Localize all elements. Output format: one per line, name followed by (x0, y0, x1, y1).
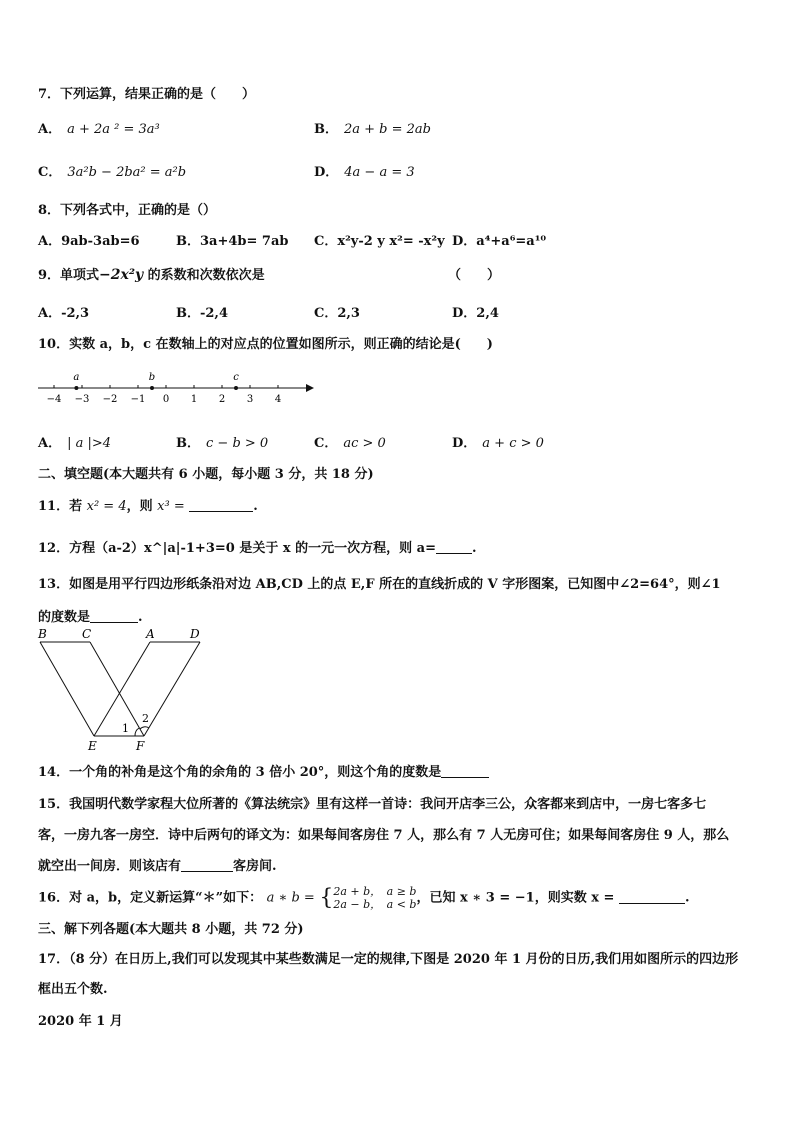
q9-option-a: A．-2,3 (38, 306, 90, 321)
section-2-heading: 二、填空题(本大题共有 6 小题，每小题 3 分，共 18 分) (38, 467, 374, 482)
q8-stem: 8．下列各式中，正确的是（） (38, 203, 217, 218)
tick-label: −4 (46, 394, 62, 405)
segment-df (144, 642, 200, 736)
q10-option-c: C． ac > 0 (314, 436, 386, 451)
q7-option-a: A． a + 2a ² = 3a³ (38, 122, 160, 137)
tick-label: 0 (162, 394, 170, 405)
q15-stem-line3: 就空出一间房．则该店有 客房间. (38, 859, 277, 874)
q9-stem: 9．单项式−2x²y 的系数和次数依次是 (38, 267, 265, 283)
number-line-figure (34, 368, 324, 408)
q13-stem-line1: 13．如图是用平行四边形纸条沿对边 AB,CD 上的点 E,F 所在的直线折成的 V 字形图案，已知图中∠2=64°，则∠1 (38, 577, 721, 592)
tick-label: −3 (74, 394, 90, 405)
q15-answer-blank[interactable] (181, 859, 233, 872)
q9-option-d: D．2,4 (452, 306, 499, 321)
point-label-b: b (148, 372, 156, 383)
q10-option-a: A． | a |>4 (38, 436, 112, 451)
label-angle-2: 2 (142, 712, 149, 725)
label-B: B (38, 627, 47, 641)
label-angle-1: 1 (122, 722, 129, 735)
point-label-a: a (73, 372, 80, 383)
q17-stem-line1: 17．（8 分）在日历上,我们可以发现其中某些数满足一定的规律,下图是 2020 年 1 月份的日历,我们用如图所示的四边形 (38, 952, 739, 967)
q10-option-d: D． a + c > 0 (452, 436, 544, 451)
q15-stem-line2: 客，一房九客一房空．诗中后两句的译文为：如果每间客房住 7 人，那么有 7 人无房可住；如果每间客房住 9 人，那么 (38, 828, 730, 843)
angle-2-arc (140, 727, 149, 729)
point-c (234, 386, 238, 390)
q11-answer-blank[interactable] (189, 499, 253, 512)
tick-label: 1 (190, 394, 198, 405)
q16-cases: 2a + b， a ≥ b 2a − b， a < b (333, 885, 417, 911)
point-a (74, 386, 78, 390)
q8-option-a: A．9ab-3ab=6 (38, 234, 140, 249)
q16-stem: 16．对 a，b，定义新运算“＊”如下： a ∗ b = {2a + b， a ≥ b 2a − b， a < b，已知 x ∗ 3 = −1，则实数 x = . (38, 885, 690, 911)
label-F: F (136, 739, 145, 753)
q7-stem: 7．下列运算，结果正确的是（ ） (38, 87, 256, 102)
q13-stem-line2: 的度数是 . (38, 610, 143, 625)
tick-label: −2 (102, 394, 118, 405)
q16-answer-blank[interactable] (619, 891, 685, 904)
tick-label: −1 (130, 394, 146, 405)
point-label-c: c (233, 372, 239, 383)
calendar-caption: 2020 年 1 月 (38, 1014, 123, 1029)
q12-stem: 12．方程（a-2）x^|a|-1+3=0 是关于 x 的一元一次方程，则 a= . (38, 541, 477, 556)
label-D: D (190, 627, 200, 641)
label-C: C (82, 627, 92, 641)
v-fold-figure (34, 624, 214, 754)
q9-option-c: C．2,3 (314, 306, 360, 321)
q11-stem: 11．若 x² = 4，则 x³ = . (38, 499, 258, 514)
q15-stem-line1: 15．我国明代数学家程大位所著的《算法统宗》里有这样一首诗：我问开店李三公，众客都来到店中，一房七客多七 (38, 797, 707, 812)
label-A: A (146, 627, 155, 641)
segment-be (40, 642, 94, 736)
angle-1-arc (135, 728, 139, 736)
section-3-heading: 三、解下列各题(本大题共 8 小题，共 72 分) (38, 922, 304, 937)
q8-option-c: C．x²y-2 y x²= -x²y (314, 234, 445, 249)
tick-label: 2 (218, 394, 226, 405)
tick-label: 3 (246, 394, 254, 405)
q9-option-b: B．-2,4 (176, 306, 229, 321)
point-b (150, 386, 154, 390)
q7-option-c: C． 3a²b − 2ba² = a²b (38, 165, 187, 180)
q14-answer-blank[interactable] (441, 765, 489, 778)
segment-cf (90, 642, 144, 736)
q17-stem-line2: 框出五个数. (38, 982, 108, 997)
number-line-arrow (306, 384, 314, 392)
q7-option-d: D． 4a − a = 3 (314, 165, 415, 180)
tick-label: 4 (274, 394, 282, 405)
q14-stem: 14．一个角的补角是这个角的余角的 3 倍小 20°，则这个角的度数是 (38, 761, 489, 780)
q8-option-b: B．3a+4b= 7ab (176, 234, 289, 249)
label-E: E (88, 739, 97, 753)
q9-answer-paren: （ ） (448, 268, 501, 283)
q10-stem: 10．实数 a，b，c 在数轴上的对应点的位置如图所示，则正确的结论是( ) (38, 337, 493, 352)
q12-answer-blank[interactable] (436, 541, 472, 554)
q10-option-b: B． c − b > 0 (176, 436, 269, 451)
q7-option-b: B． 2a + b = 2ab (314, 122, 432, 137)
q13-answer-blank[interactable] (90, 610, 138, 623)
q8-option-d: D．a⁴+a⁶=a¹⁰ (452, 234, 547, 249)
